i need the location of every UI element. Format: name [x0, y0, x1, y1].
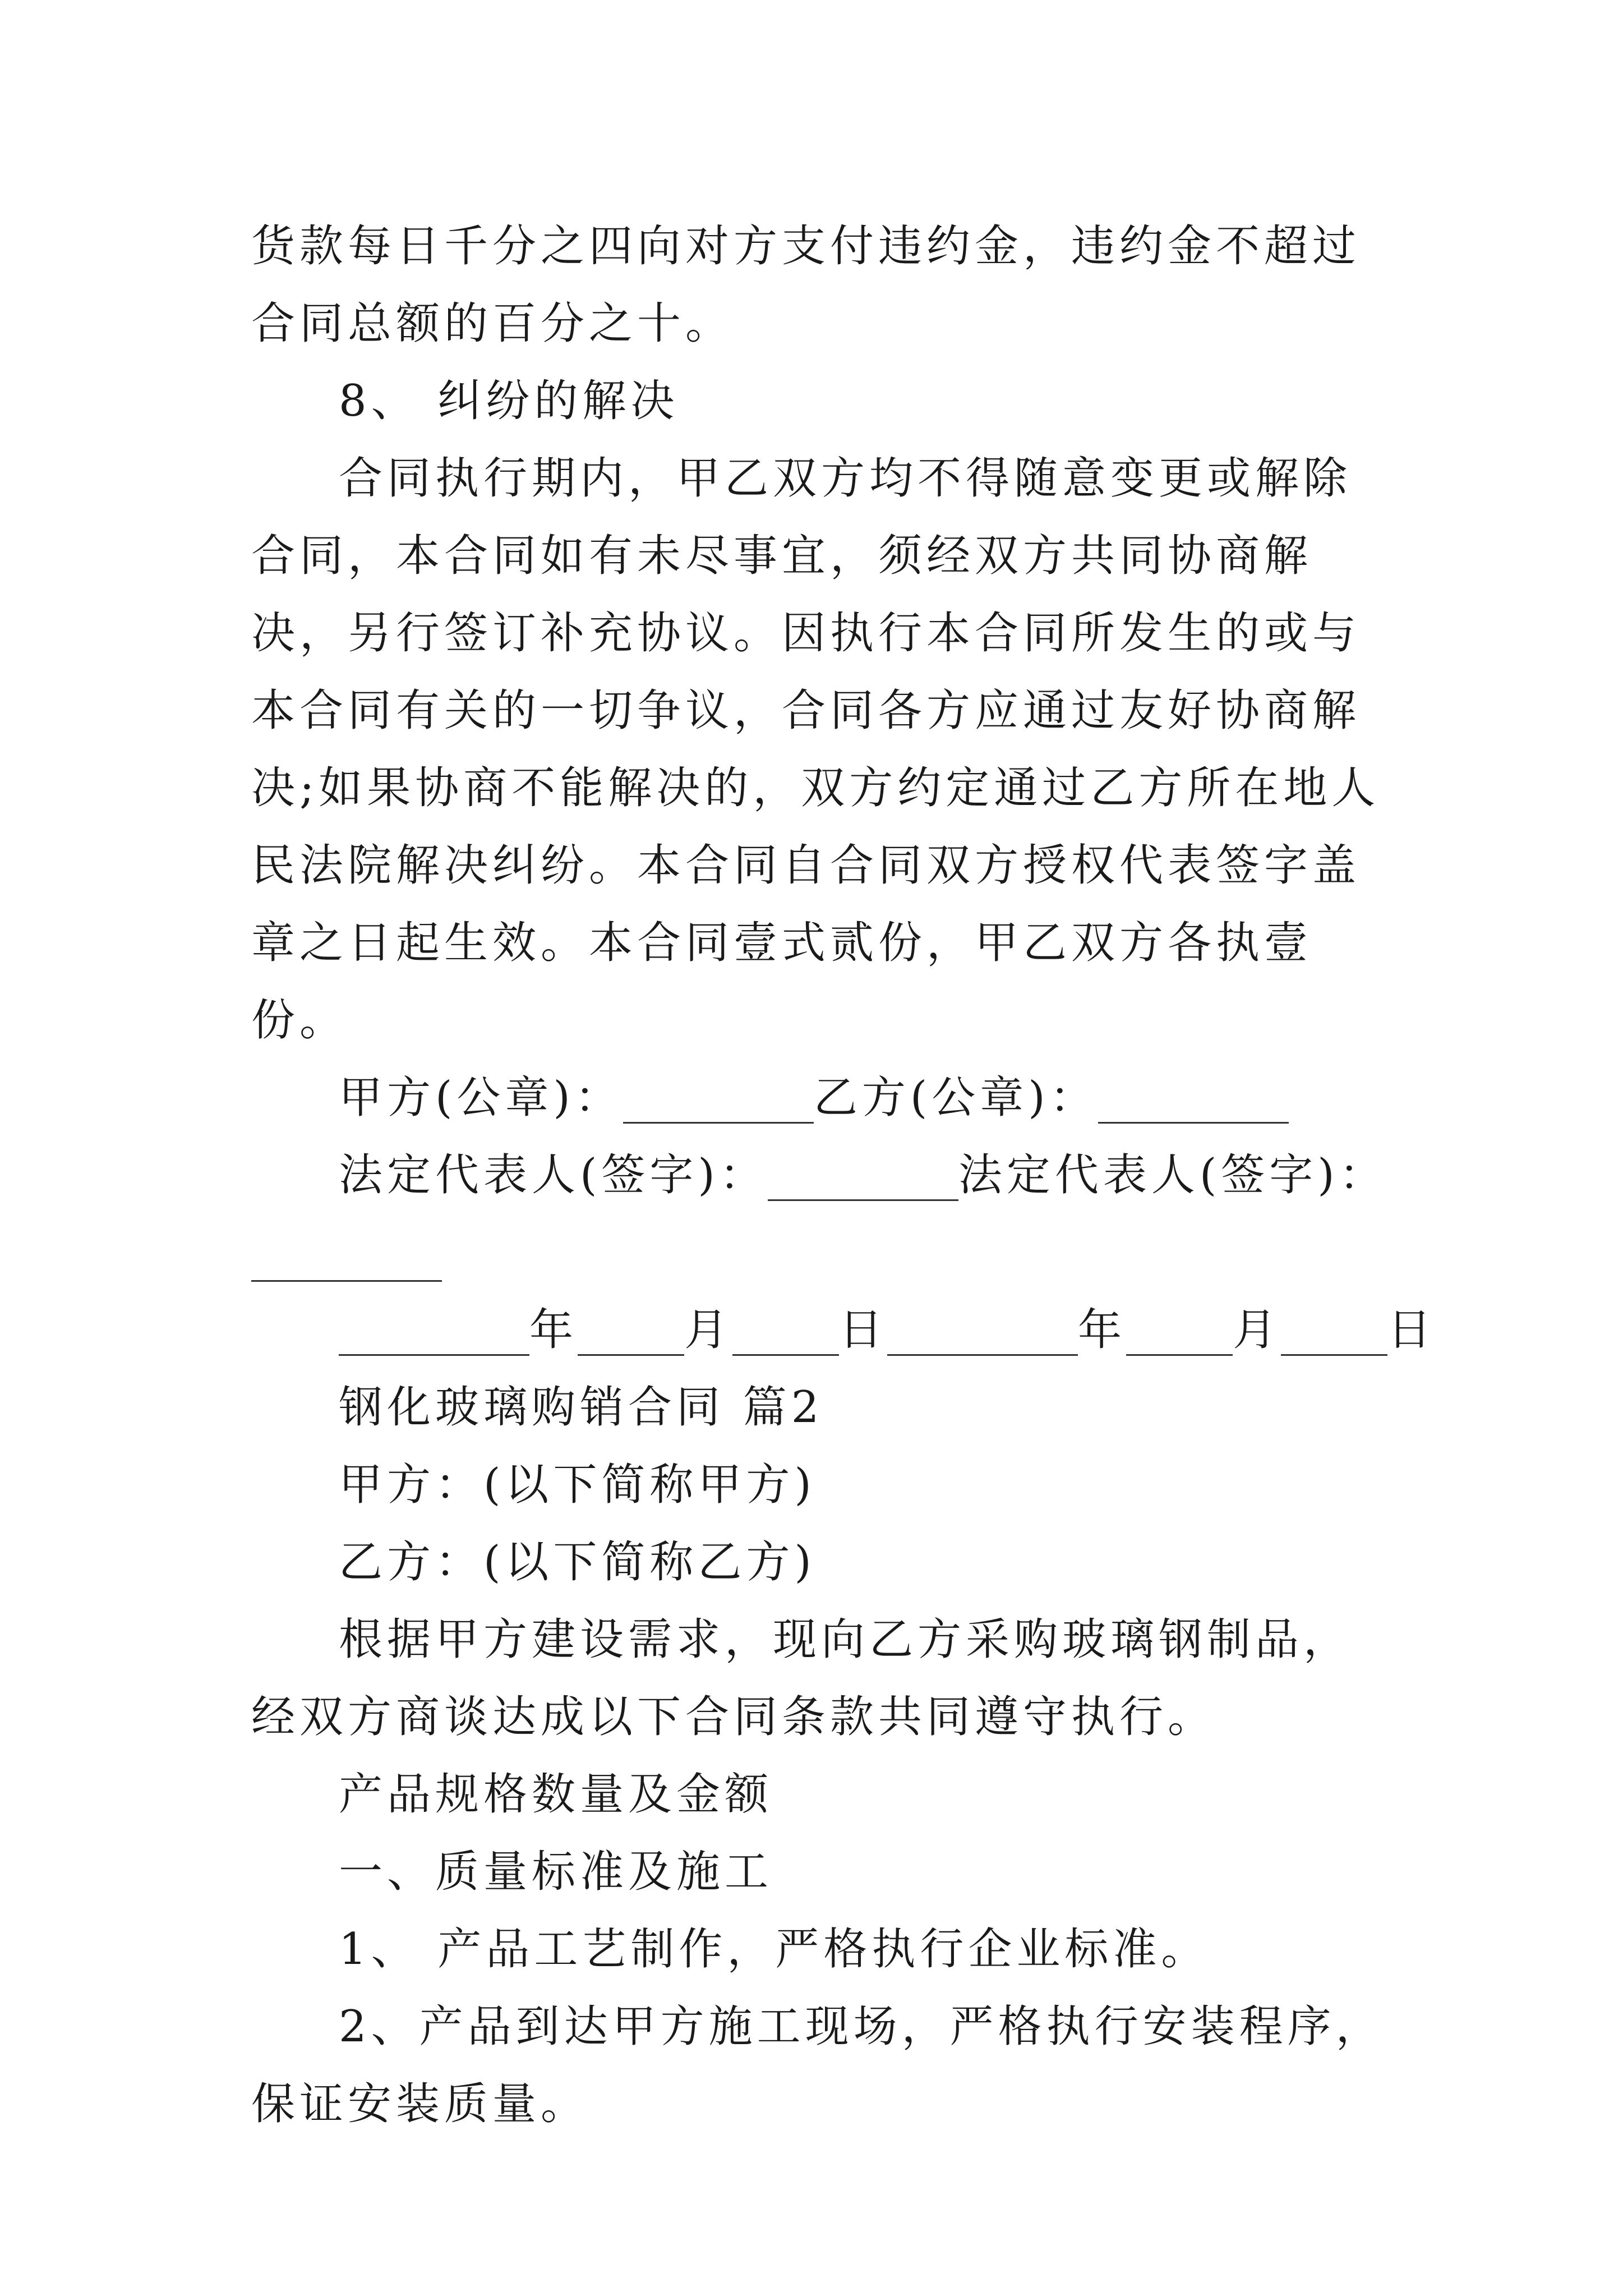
party-b-seal-blank [1098, 1078, 1289, 1124]
date-b-year-blank [887, 1310, 1078, 1356]
date-a-day-blank [732, 1310, 839, 1356]
date-a-year-label: 年 [529, 1305, 578, 1355]
party-a-seal-blank [623, 1078, 814, 1124]
party-a-line: 甲方：(以下简称甲方) [339, 1460, 816, 1510]
party-b-seal-label: 乙方(公章)： [813, 1073, 1098, 1123]
party-a-seal-label: 甲方(公章)： [339, 1073, 623, 1123]
rep-b-blank [251, 1236, 442, 1282]
date-a-year-blank [339, 1310, 529, 1356]
heading-dispute-resolution: 8、 纠纷的解决 [339, 376, 679, 426]
document-body [251, 208, 1436, 2143]
party-b-line: 乙方：(以下简称乙方) [339, 1537, 816, 1588]
rep-a-label: 法定代表人(签字)： [339, 1150, 768, 1200]
paragraph-penalty-continued: 货款每日千分之四向对方支付违约金，违约金不超过合同总额的百分之十。 [251, 221, 1361, 349]
rep-b-blank-line [251, 1214, 1384, 1291]
item-2: 2、产品到达甲方施工现场，严格执行安装程序，保证安装质量。 [251, 2001, 1384, 2129]
date-b-year-label: 年 [1078, 1305, 1127, 1355]
section-title-part2: 钢化玻璃购销合同 篇2 [339, 1382, 824, 1433]
date-a-day-label: 日 [839, 1305, 888, 1355]
rep-b-label: 法定代表人(签字)： [958, 1150, 1387, 1200]
date-a-month-label: 月 [684, 1305, 733, 1355]
paragraph-intro: 根据甲方建设需求，现向乙方采购玻璃钢制品，经双方商谈达成以下合同条款共同遵守执行。 [251, 1614, 1352, 1742]
signature-seal-line [251, 1059, 1384, 1137]
date-b-day-blank [1281, 1310, 1387, 1356]
rep-a-blank [768, 1156, 958, 1201]
heading-quality: 一、质量标准及施工 [339, 1847, 773, 1897]
item-1: 1、 产品工艺制作，严格执行企业标准。 [339, 1924, 1210, 1975]
date-b-day-label: 日 [1387, 1305, 1436, 1355]
date-line [251, 1291, 1436, 1369]
signature-representative-line [251, 1137, 1387, 1214]
date-b-month-label: 月 [1233, 1305, 1281, 1355]
date-a-month-blank [578, 1310, 684, 1356]
heading-specs: 产品规格数量及金额 [339, 1769, 773, 1820]
date-b-month-blank [1126, 1310, 1233, 1356]
paragraph-dispute: 合同执行期内，甲乙双方均不得随意变更或解除合同，本合同如有未尽事宜，须经双方共同协商解决，另行签订补充协议。因执行本合同所发生的或与本合同有关的一切争议，合同各方应通过友好协商解决;如果协商不能解决的，双方约定通过乙方所在地人民法院解决纠纷。本合同自合同双方授权代表签字盖章之日起生效。本合同壹式贰份，甲乙双方各执壹份。 [251, 453, 1380, 1046]
